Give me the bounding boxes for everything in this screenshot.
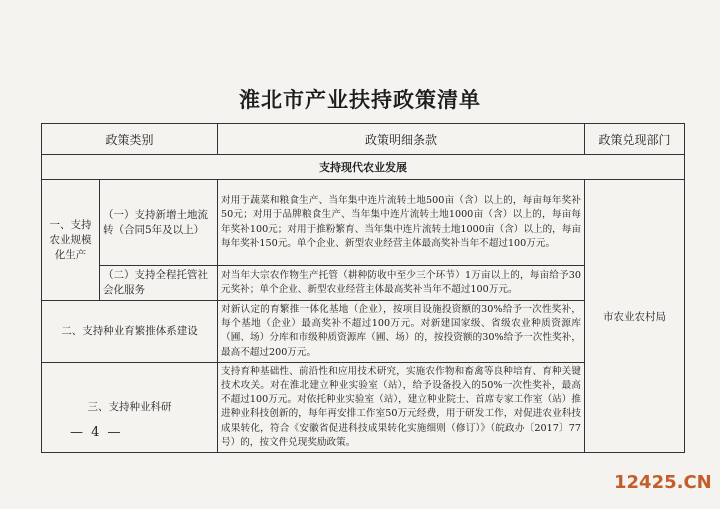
subcategory-cell: （二）支持全程托管社会化服务 bbox=[100, 266, 218, 301]
category-cell: 三、支持种业科研 bbox=[42, 362, 218, 452]
section-title: 支持现代农业发展 bbox=[42, 155, 685, 180]
header-policy-detail: 政策明细条款 bbox=[218, 124, 585, 155]
table-row bbox=[42, 180, 685, 266]
document-title: 淮北市产业扶持政策清单 bbox=[239, 87, 481, 112]
category-cell: 一、支持农业规模化生产 bbox=[42, 180, 100, 301]
section-row bbox=[42, 155, 685, 180]
header-policy-category: 政策类别 bbox=[42, 124, 218, 155]
page-number: — 4 — bbox=[70, 425, 123, 440]
subcategory-cell: （一）支持新增土地流转（合同5年及以上） bbox=[100, 180, 218, 266]
policy-table bbox=[41, 123, 685, 453]
detail-cell: 对用于蔬菜和粮食生产、当年集中连片流转土地500亩（含）以上的，每亩每年奖补50元；对用于品牌粮食生产、当年集中连片流转土地1000亩（含）以上的，每亩每年奖补100元；对用于推粉繁育、当年集中连片流转土地1000亩（含）以上的，每亩每年奖补150元。单个企业、新型农业经营主体最高奖补当年不超过100万元。 bbox=[218, 180, 585, 266]
category-cell: 二、支持种业育繁推体系建设 bbox=[42, 301, 218, 363]
detail-cell: 对当年大宗农作物生产托管（耕种防收中至少三个环节）1万亩以上的，每亩给予30元奖补；单个企业、新型农业经营主体最高奖补当年不超过100万元。 bbox=[218, 266, 585, 301]
header-department: 政策兑现部门 bbox=[585, 124, 685, 155]
table-header-row bbox=[42, 124, 685, 155]
detail-cell: 对新认定的育繁推一体化基地（企业），按项目设施投资额的30%给予一次性奖补，每个基地（企业）最高奖补不超过100万元。对新建国家级、省级农业种质资源库（圃、场）分库和市级种质资源库（圃、场）的，按投资额的30%给予一次性奖补，最高不超过200万元。 bbox=[218, 301, 585, 363]
department-cell: 市农业农村局 bbox=[585, 180, 685, 453]
watermark-logo: 12425.CN bbox=[614, 472, 712, 493]
detail-cell: 支持育种基础性、前沿性和应用技术研究，实施农作物和畜禽等良种培育、育种关键技术攻关。对在淮北建立种业实验室（站），给予设备投入的50%一次性奖补，最高不超过100万元。对依托种业实验室（站），建立种业院士、首席专家工作室（站）推进种业科技创新的，每年再安排工作室50万元经费，用于研发工作，对促进农业科技成果转化，符合《安徽省促进科技成果转化实施细则（修订）》（皖政办〔2017〕77号）的，按文件兑现奖励政策。 bbox=[218, 362, 585, 452]
